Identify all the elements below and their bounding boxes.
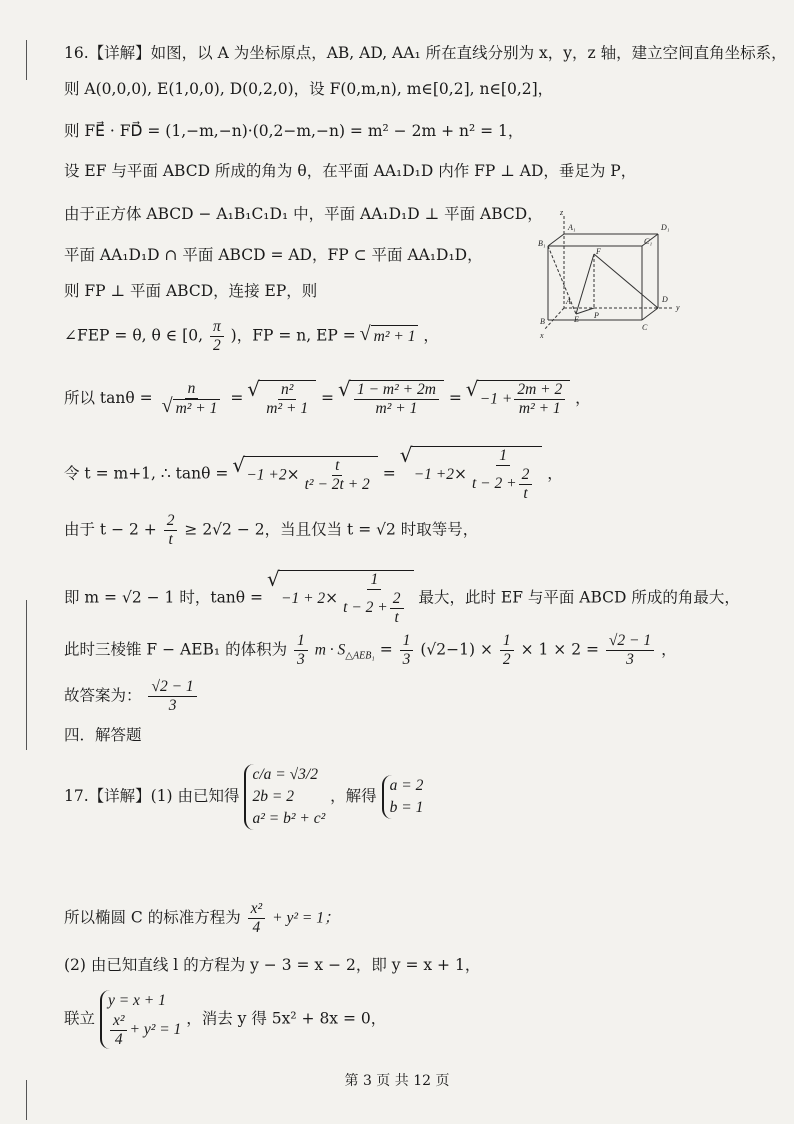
text-segment: 所以椭圆 C 的标准方程为 bbox=[64, 908, 241, 927]
text-segment: 故答案为： bbox=[64, 686, 142, 705]
text-segment: ≥ 2√2 − 2，当且仅当 t = √2 时取等号， bbox=[184, 520, 479, 539]
text-segment: )，FP = n, EP = bbox=[230, 326, 356, 345]
figure-label: D bbox=[662, 295, 668, 304]
equation-system: c/a = √3/2 2b = 2 a² = b² + c² bbox=[244, 764, 325, 830]
text-line: 则 A(0,0,0), E(1,0,0), D(0,2,0)，设 F(0,m,n), m∈[0,2], n∈[0,2]， bbox=[64, 80, 554, 98]
figure-label: x bbox=[540, 331, 544, 340]
figure-label: z bbox=[560, 208, 564, 217]
cube-figure bbox=[538, 206, 694, 341]
radical: √ −1 + $\frac{2m + 2}{\text{m² + 1}}$ bbox=[477, 380, 570, 418]
radical: √ $\frac{\text{n²}}{\text{m² + 1}}$ bbox=[258, 380, 316, 418]
radical: √ −1 +2× $\frac{t}{\text{t² − 2t + 2}}$ bbox=[243, 456, 377, 494]
fraction: $\frac{\pi}{2}$ bbox=[210, 318, 224, 355]
figure-label: y bbox=[676, 303, 680, 312]
text-line: 此时三棱锥 F − AEB₁ 的体积为 $\frac{1}{3}$ $m \cdot S_{\triangle AEB_1}$ = $\frac{1}{3}$ (√2−1) × $\frac{1}{2}$ × 1 × 2 = $\frac{√2 - 1}{3}$ ， bbox=[64, 632, 677, 668]
page-footer: 第 3 页 共 12 页 bbox=[344, 1073, 450, 1089]
text-segment: 即 m = √2 − 1 时，tanθ = bbox=[64, 588, 264, 607]
figure-label: B₁ bbox=[538, 239, 546, 248]
text-line: 令 t = m+1, ∴ tanθ = √ −1 +2× $\frac{t}{\text{t² − 2t + 2}}$ = √ −1 +2× 1 t − 2 + $\frac{2}{t}$ ， bbox=[64, 446, 563, 503]
text-segment: 令 t = m+1, ∴ tanθ = bbox=[64, 464, 229, 483]
equation-system: a = 2 b = 1 bbox=[382, 775, 424, 819]
text-line bbox=[64, 678, 199, 715]
text-line bbox=[64, 512, 478, 549]
figure-label: A₁ bbox=[568, 223, 576, 232]
figure-label: D₁ bbox=[661, 223, 670, 232]
text-segment: 所以 tanθ = bbox=[64, 389, 153, 407]
radical: √ −1 + 2× 1 t − 2 + $\frac{2}{t}$ bbox=[278, 570, 414, 627]
scan-edge-mark bbox=[26, 600, 27, 750]
fraction: $\frac{2}{t}$ bbox=[164, 512, 178, 549]
text-segment: 17.【详解】(1) 由已知得 bbox=[64, 787, 240, 805]
text-line: 所以椭圆 C 的标准方程为 $\frac{\text{x²}}{4}$ + y² = 1； bbox=[64, 900, 340, 936]
text-line: 则 FE⃗ · FD⃗ = (1,−m,−n)·(0,2−m,−n) = m² − 2m + n² = 1， bbox=[64, 122, 524, 140]
figure-label: C₁ bbox=[644, 237, 653, 246]
text-line: 平面 AA₁D₁D ∩ 平面 ABCD = AD，FP ⊂ 平面 AA₁D₁D， bbox=[64, 246, 483, 264]
figure-label: A bbox=[566, 297, 571, 306]
text-line: 所以 tanθ = n √ m² + 1 = √ $\frac{\text{n²}}{\text{m² + 1}}$ = √ $\frac{\text{1 − m² + 2m}}{\text{m² + 1}}$ = √ −1 + $\frac{2m + 2}{\text{m² + 1}}$ ， bbox=[64, 380, 591, 418]
answer-fraction: $\frac{√2 - 1}{3}$ bbox=[148, 678, 196, 715]
text-segment: 最大，此时 EF 与平面 ABCD 所成的角最大， bbox=[418, 588, 740, 607]
text-segment: 此时三棱锥 F − AEB₁ 的体积为 bbox=[64, 640, 288, 659]
text-segment: ∠FEP = θ, θ ∈ [0, bbox=[64, 326, 204, 345]
figure-label: B bbox=[540, 317, 545, 326]
text-segment: 由于 t − 2 + bbox=[64, 520, 157, 539]
figure-label: E bbox=[574, 315, 579, 324]
fraction: n √ m² + 1 bbox=[160, 380, 224, 418]
figure-label: F bbox=[596, 247, 601, 256]
text-line: 设 EF 与平面 ABCD 所成的角为 θ，在平面 AA₁D₁D 内作 FP ⊥ AD，垂足为 P， bbox=[64, 162, 637, 180]
text-line bbox=[64, 318, 439, 355]
text-segment: ，消去 y 得 5x² + 8x = 0， bbox=[186, 1009, 387, 1028]
section-heading: 四．解答题 bbox=[64, 726, 142, 744]
equation-system: y = x + 1 $\frac{\text{x²}}{4}$ + y² = 1 bbox=[100, 990, 181, 1049]
figure-label: C bbox=[642, 323, 648, 332]
text-segment: 联立 bbox=[64, 1009, 96, 1028]
radical: √ $\frac{\text{1 − m² + 2m}}{\text{m² + 1}}$ bbox=[349, 380, 444, 418]
text-line: 则 FP ⊥ 平面 ABCD，连接 EP，则 bbox=[64, 282, 318, 300]
radical: √ −1 +2× 1 t − 2 + $\frac{2}{t}$ bbox=[411, 446, 543, 503]
text-line bbox=[64, 764, 423, 830]
scan-edge-mark bbox=[26, 40, 27, 80]
figure-label: P bbox=[594, 311, 599, 320]
text-line bbox=[64, 990, 386, 1049]
text-line: 由于正方体 ABCD − A₁B₁C₁D₁ 中，平面 AA₁D₁D ⊥ 平面 ABCD， bbox=[64, 205, 543, 223]
text-line bbox=[64, 570, 740, 627]
text-line: (2) 由已知直线 l 的方程为 y − 3 = x − 2，即 y = x + 1， bbox=[64, 956, 481, 974]
text-segment: ， bbox=[423, 326, 439, 345]
text-line: 16.【详解】如图，以 A 为坐标原点，AB, AD, AA₁ 所在直线分别为 x，y，z 轴，建立空间直角坐标系， bbox=[64, 44, 787, 62]
text-segment: ，解得 bbox=[330, 787, 377, 805]
radical: √ m² + 1 bbox=[371, 325, 419, 348]
